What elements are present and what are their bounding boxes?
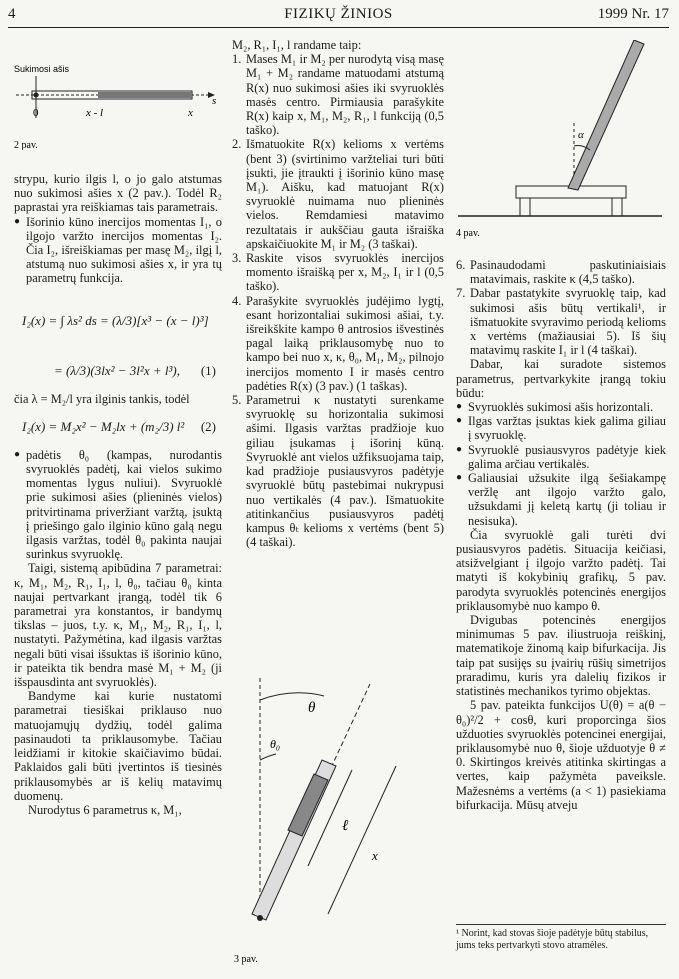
header-rule [8,27,669,28]
fig3-x-label: x [372,848,378,863]
equation-1b [14,356,222,386]
equation-1-number: (1) [200,362,216,378]
col2-item-4: 4. Parašykite svyruoklės judėjimo lygtį, esant horizontaliai sukimosi ašiai, t.y. išreikškite kampo θ antrosios išvestinės pagal laiką priklausomybę nuo to kampo bei nuo x, κ, θ₀, M₁, M₂, pilnojo inercijos momento I ir masės centro padėties R(x) (3 pav.) (1 taškas). [232,293,444,393]
footnote: ¹ Norint, kad stovas šioje padėtyje būtų stabilus, jums teks pertvarkyti stovo atramėles. [456,924,666,951]
fig4-leg-left [520,198,530,216]
fig3-theta0-label: θ₀ [270,737,281,751]
page-header [8,4,669,26]
fig3-x-dim [328,766,396,914]
col3-bullet-4: ● Galiausiai užsukite ilgą šešiakampę veržlę ant ilgojo varžto galo, užsukdami jį keletą kartų (ji toliau ir nesisuka). [456,471,666,528]
col1-bullet-2: ● padėtis θ₀ (kampas, nurodantis svyruoklės padėtį, kai vielos sukimo momentas lygus nuliui). Svyruoklė prie sukimosi ašies (plieninės vielos) pritvirtinama priveržiant varžtą, įsuktą į priešingo galo ilginio kūno galą negu ilgasis varžtas, todėl θ₀ pakinta naujai surinkus svyruoklę. [14,448,222,562]
fig2-axis-s: s [212,95,217,107]
column-3 [456,258,666,812]
journal-title: FIZIKŲ ŽINIOS [284,6,393,22]
equation-1b-text: = (λ/3)(3lx² − 3l²x + l³), [54,362,180,378]
fig4-caption: 4 pav. [456,228,480,239]
equation-1a [14,292,222,350]
col2-item-5: 5. Parametrui κ nustatyti surenkame svyruoklę su horizontalia sukimosi ašimi. Ilgasis varžtas pradžioje kuo giliau įsukamas į išorinį kūną. Svyruoklė ant vielos užfiksuojama taip, kad pradžioje pusiausvyros padėtyje svyruoklė būtų pastebimai nukrypusi nuo vertikalės (4 pav.). Išmatuokite atitinkančius pusiausvyros padėtį kampus θₜ kelioms x vertėms (bent 5) (4 taškai). [232,393,444,550]
fig3-theta-label: θ [308,700,316,716]
col2-item-1: 1. Mases M₁ ir M₂ per nurodytą visą masę M₁ + M₂ randame matuodami atstumą R(x) nuo sukimosi ašies iki svyruoklės masės centro. Pirmiausia parašykite R(x) kaip x, M₁, M₂, R₁, l funkciją (0,5 taško). [232,52,444,138]
col2-item-3-text: Raskite visos svyruoklės inercijos momento išraišką per x, M₂, I₁ ir l (0,5 taško). [246,251,444,294]
col3-item-7: 7. Dabar pastatykite svyruoklę taip, kad sukimosi ašis būtų vertikali¹, ir išmatuokite svyravimo periodą kelioms x vertėms (mažiausiai 5). Iš šių matavimų raskite I₁ ir l (4 taškai). [456,286,666,358]
fig2-bolt [98,92,192,98]
figure-2 [12,60,222,150]
col1-p4: Bandyme kai kurie nustatomi parametrai tiesiškai priklauso nuo matuojamųjų dydžių, todėl galima pasinaudoti ta priklausomybe. Tačiau leidžiami ir kitokie skaičiavimo būdai. Paklaidos gali būti įvertintos iš tiesinės priklausomybės ar iš kelių matavimų duomenų. [14,689,222,803]
fig2-axis-label: Sukimosi ašis [14,64,70,74]
issue-label: 1999 Nr. 17 [597,6,669,22]
fig3-ell-label: ℓ [342,818,349,834]
fig2-tick-x: x [188,107,193,119]
fig2-tick-0: 0 [33,107,39,119]
col3-item-6-text: Pasinaudodami paskutiniaisiais matavimais, raskite κ (4,5 taško). [470,258,666,287]
col3-bullet-2: ● Ilgas varžtas įsuktas kiek galima giliau į svyruoklę. [456,414,666,442]
col1-p5: Nurodytus 6 parametrus κ, M₁, [28,802,182,817]
col3-p1: Dabar, kai suradote sistemos parametrus, pertvarkykite įrangą tokiu būdu: [456,357,666,400]
fig4-rod [568,40,644,190]
figure-3 [232,670,450,970]
col2-item-3: 3. Raskite visos svyruoklės inercijos momento išraišką per x, M₂, I₁ ir l (0,5 taško). [232,251,444,294]
fig4-alpha-label: α [578,129,584,141]
col1-p1: strypu, kurio ilgis l, o jo galo atstumas nuo sukimosi ašies x (2 pav.). Todėl R₂ paprastai yra reiškiamas tais parametrais. [14,172,222,215]
fig2-caption: 2 pav. [14,140,38,150]
equation-2-number: (2) [200,418,216,434]
col1-p3: Taigi, sistemą apibūdina 7 parametrai: κ, M₁, M₂, R₁, I₁, l, θ₀, tačiau θ₀ kinta naujai pertvarkant įrangą, todėl tik 6 parametrai yra konstantos, ir bandymų tikslas – juos, t.y. κ, M₁, M₂, R₁, I₁, l, nustatyti. Pažymėtina, kad ilgasis varžtas negali būti visai išsuktas iš išorinio kūno, ir pateikta tik bendra masė M₁ + M₂ (ji išspausdinta ant svyruoklės). [14,561,222,690]
col2-p1: M₂, R₁, I₁, l randame taip: [232,38,362,52]
fig3-theta-arc [260,693,324,700]
col2-item-4-text: Parašykite svyruoklės judėjimo lygtį, esant horizontaliai sukimosi ašiai, t.y. išreikškite kampo θ antrosios išvestinės pagal laiką priklausomybę nuo to kampo bei nuo x, κ, θ₀, M₁, M₂, pilnojo inercijos momento I ir masės centro padėties R(x) (3 pav.) (1 taškas). [246,293,444,393]
col3-p2: Čia svyruoklė gali turėti dvi pusiausvyros padėtis. Situacija keičiasi, atsižvelgiant į ilgojo varžto padėtį. Tai matyti iš kokybinių grafikų, 5 pav. parodyta svyruoklės potencinės energijos priklausomybė nuo kampo θ. [456,527,666,613]
fig2-pivot [34,93,39,98]
col1-bullet-1: ● Išorinio kūno inercijos momentas I₁, o ilgojo varžto inercijos momentas I₂. Čia I₂, išreiškiamas per masę M₂, ilgį l, atstumą nuo sukimosi ašies x, ir yra tų parametrų funkcija. [14,215,222,286]
col3-bullet-1: ● Svyruoklės sukimosi ašis horizontali. [456,400,666,414]
col3-item-7-text: Dabar pastatykite svyruoklę taip, kad sukimosi ašis būtų vertikali¹, ir išmatuokite svyravimo periodą kelioms x vertėms (mažiausiai 5). Iš šių matavimų raskite I₁ ir l (4 taškai). [470,286,666,358]
fig3-theta0-arc [260,754,276,760]
column-1 [14,172,222,817]
fig3-pivot [257,915,263,921]
col2-item-2: 2. Išmatuokite R(x) kelioms x vertėms (bent 3) (svirtinimo varžteliai turi būti įsukti, jie įtraukti į išorinio kūno masę M₁). Aišku, kad matuojant R(x) svyruoklė nuimama nuo plieninės vielos. Remdamiesi matavimo rezultatais ir aukščiau gauta išraiška apskaičiuokite M₁ ir M₂ (3 taškai). [232,137,444,251]
equation-1a-text: I₂(x) = ∫ λs² ds = (λ/3)[x³ − (x − l)³] [22,312,209,328]
col3-p4: 5 pav. pateikta funkcijos U(θ) = a(θ − θ₀)²/2 + cosθ, kuri proporcinga šios užduoties svyruoklės potencinei energijai, priklausomybė nuo θ, šioje užduotyje θ ≠ 0. Skirtingos kreivės atitinka skirtingas a vertes, kaip pažymėta paveiksle. Mažesnėms a vertėms (a < 1) pasiekiama bifurkacija. Mūsų atveju [456,698,666,812]
col3-bullet-3: ● Svyruoklė pusiausvyros padėtyje kiek galima arčiau vertikalės. [456,443,666,471]
equation-2 [14,412,222,442]
fig4-leg-right [612,198,622,216]
figure-4 [454,40,668,244]
col1-p2: čia λ = M₂/l yra ilginis tankis, todėl [14,391,190,406]
fig3-caption: 3 pav. [234,954,258,965]
col3-p3: Dvigubas potencinės energijos minimumas 5 pav. iliustruoja reiškinį, matematikoje žinomą kaip bifurkacija. Jis taip pat susijęs su įvairių rūšių simetrijos praradimu, kuris yra dalelių fizikos ir statistinės mechanikos tyrimo objektas. [456,613,666,699]
col3-item-6: 6. Pasinaudodami paskutiniaisiais matavimais, raskite κ (4,5 taško). [456,258,666,287]
col2-item-5-text: Parametrui κ nustatyti surenkame svyruoklę su horizontalia sukimosi ašimi. Ilgasis varžtas pradžioje kuo giliau įsukamas į išorinį kūną. Svyruoklė ant vielos užfiksuojama taip, kad pradžioje pusiausvyros padėtyje svyruoklė būtų pastebimai nukrypusi nuo vertikalės (4 pav.). Išmatuokite atitinkančius pusiausvyros padėtį kampus θₜ kelioms x vertėms (bent 5) (4 taškai). [246,393,444,550]
page-number: 4 [8,6,16,22]
col2-item-1-text: Mases M₁ ir M₂ per nurodytą visą masę M₁ + M₂ randame matuodami atstumą R(x) nuo sukimosi ašies iki svyruoklės masės centro. Pirmiausia parašykite R(x) kaip x, M₁, M₂, R₁, l funkciją (0,5 taško). [246,52,444,138]
col2-item-2-text: Išmatuokite R(x) kelioms x vertėms (bent 3) (svirtinimo varžteliai turi būti įsukti, jie įtraukti į išorinio kūno masę M₁). Aišku, kad matuojant R(x) svyruoklė nuimama nuo plieninės vielos. Remdamiesi matavimo rezultatais ir aukščiau gauta išraiška apskaičiuokite M₁ ir M₂ (3 taškai). [246,137,444,251]
fig2-tick-xl: x - l [86,107,104,119]
column-2 [232,38,444,549]
equation-2-text: I₂(x) = M₂x² − M₂lx + (m₂/3) l² [22,418,185,434]
